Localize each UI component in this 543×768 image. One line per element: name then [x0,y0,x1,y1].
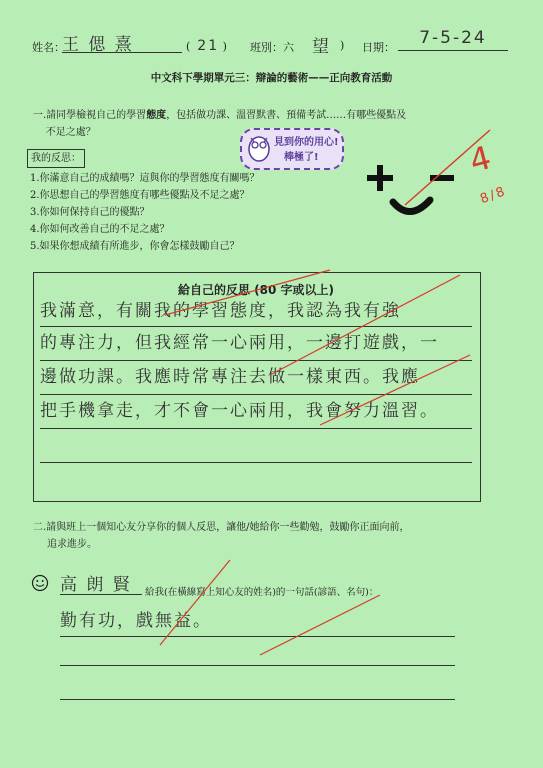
date-label: 日期： [362,41,395,54]
reflection-line-3: 邊做功課。我應時常專注去做一樣東西。我應 [40,361,472,395]
class-value: 望 [312,37,331,57]
date-value: 7-5-24 [398,28,508,51]
mark-score: 4 [465,137,497,181]
stamp-line2: 棒極了! [284,152,319,163]
reflection-line-2: 的專注力，但我經常一心兩用，一邊打遊戲，一 [40,327,472,361]
reflection-line-4: 把手機拿走，才不會一心兩用，我會努力溫習。 [40,395,472,429]
mark-denominator: 8/8 [478,183,509,208]
friend-name: 高 朗 賢 [60,570,142,595]
reflection-line-1: 我滿意，有關我的學習態度，我認為我有強 [40,296,472,327]
section1-prompt-a: 一.請同學檢視自己的學習 [33,110,147,121]
owl-icon [244,130,274,164]
question-1: 1.你滿意自己的成績嗎？這與你的學習態度有關嗎？ [30,173,260,184]
class-close: ) [340,39,345,52]
section1-prompt-bold: 態度 [146,110,167,121]
reflection-box-title: 給自己的反思 (80 字或以上) [177,283,335,297]
class-number-value: 21 [197,38,220,54]
stamp-line1: 見到你的用心! [274,137,339,148]
teacher-check-slash [160,265,480,435]
name-value: 王 偲 熹 [62,30,182,53]
section1-prompt-c: 不足之處？ [45,127,96,138]
page-title: 中文科下學期單元三：辯論的藝術——正向教育活動 [150,72,393,84]
class-number: ( 21 ) [186,38,227,54]
teacher-quote-slash [150,555,390,665]
quote-blank-line-2 [60,698,455,700]
section2-prompt-line1: 二.請與班上一個知心友分享你的個人反思，讓他/她給你一些勸勉，鼓勵你正面向前， [33,522,410,533]
section2-prompt-line2: 追求進步。 [47,539,97,550]
reflection-label: 我的反思： [27,149,85,168]
section1-prompt-b: ，包括做功課、溫習默書、預備考試……有哪些優點及 [166,110,407,121]
smiley-icon [31,574,49,592]
question-4: 4.你如何改善自己的不足之處？ [30,224,170,235]
give-text: 給我(在橫線寫上知心友的姓名)的一句話(諺語、名句)： [145,587,379,598]
question-list [30,170,260,255]
section2-prompt [33,519,523,553]
question-2: 2.你思想自己的學習態度有哪些優點及不足之處？ [30,190,250,201]
question-5: 5.如果你想成績有所進步，你會怎樣鼓勵自己？ [30,241,240,252]
friend-quote: 勤有功，戲無益。 [60,606,455,637]
question-3: 3.你如何保持自己的優點？ [30,207,150,218]
name-label: 姓名： [32,41,65,54]
class-label: 班別：六 [250,41,294,54]
